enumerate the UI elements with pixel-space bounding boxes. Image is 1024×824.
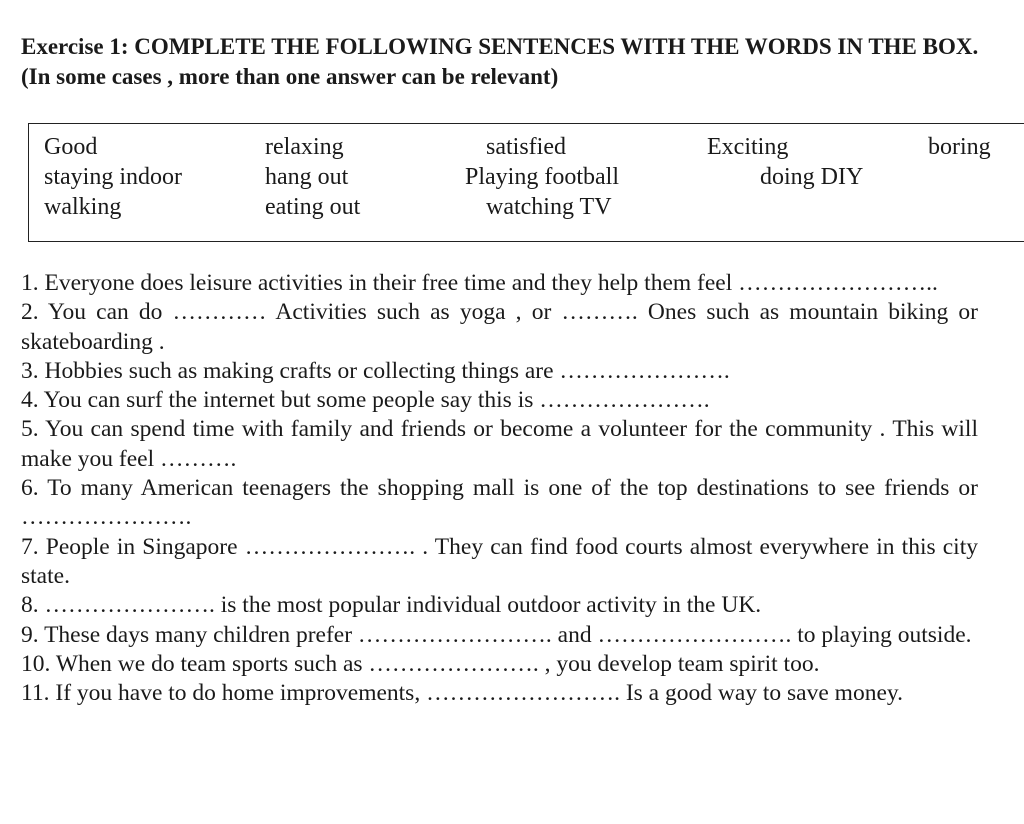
- exercise-item-7: 7. People in Singapore …………………. . They can find food courts almost everywhere in this city state.: [21, 533, 978, 589]
- exercise-item-9: 9. These days many children prefer ……………………. and ……………………. to playing outside.: [21, 621, 972, 648]
- exercise-item-11: 11. If you have to do home improvements, ……………………. Is a good way to save money.: [21, 680, 903, 707]
- word-playing-football: Playing football: [465, 164, 619, 190]
- word-relaxing: relaxing: [265, 134, 344, 160]
- word-watching-tv: watching TV: [486, 194, 612, 220]
- word-staying-indoor: staying indoor: [44, 164, 182, 190]
- word-box: [28, 123, 1024, 242]
- word-hang-out: hang out: [265, 164, 349, 190]
- word-boring: boring: [928, 134, 991, 160]
- exercise-item-4: 4. You can surf the internet but some people say this is ………………….: [21, 387, 710, 414]
- exercise-item-1: 1. Everyone does leisure activities in their free time and they help them feel ……………………..: [21, 270, 938, 296]
- exercise-item-6: 6. To many American teenagers the shopping mall is one of the top destinations to see friends or ………………….: [21, 475, 978, 531]
- word-satisfied: satisfied: [486, 134, 566, 160]
- exercise-item-5: 5. You can spend time with family and friends or become a volunteer for the community . This will make you feel ……….: [21, 416, 978, 472]
- exercise-item-3: 3. Hobbies such as making crafts or collecting things are ………………….: [21, 357, 730, 384]
- exercise-item-10: 10. When we do team sports such as …………………. , you develop team spirit too.: [21, 650, 820, 677]
- word-walking: walking: [44, 194, 122, 220]
- word-eating-out: eating out: [265, 194, 361, 220]
- exercise-item-8: 8. …………………. is the most popular individual outdoor activity in the UK.: [21, 592, 762, 619]
- exercise-title: Exercise 1: COMPLETE THE FOLLOWING SENTENCES WITH THE WORDS IN THE BOX. (In some cases , more than one answer can be relevant): [21, 34, 979, 89]
- word-doing-diy: doing DIY: [760, 164, 864, 190]
- exercise-list: [21, 269, 978, 708]
- exercise-item-2: 2. You can do ………… Activities such as yoga , or ………. Ones such as mountain biking or skateboarding .: [21, 299, 978, 355]
- word-good: Good: [44, 134, 98, 160]
- word-exciting: Exciting: [707, 134, 789, 160]
